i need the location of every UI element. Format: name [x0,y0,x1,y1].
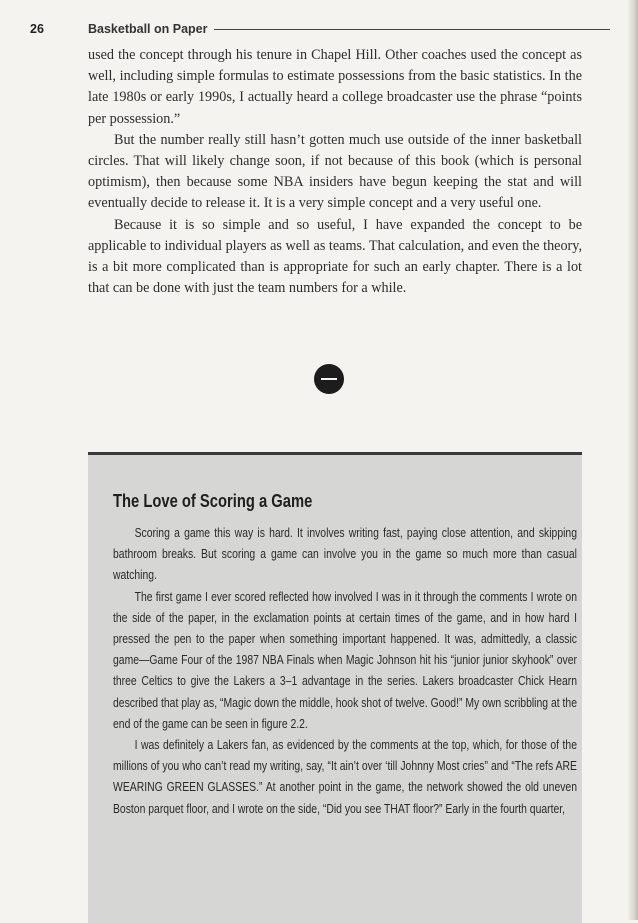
main-text [88,45,582,299]
sidebar-title: The Love of Scoring a Game [113,491,313,511]
page-edge-shadow [628,0,638,920]
running-head [30,21,610,37]
section-break-icon [314,364,344,394]
main-paragraph-1: used the concept through his tenure in Chapel Hill. Other coaches used the concept as well, including simple formulas to estimate possessions from the basic statistics. In the late 1980s or early 1990s, I actually heard a college broadcaster use the phrase “points per possession.” [88,47,582,127]
main-paragraph-3: Because it is so simple and so useful, I have expanded the concept to be applicable to individual players as well as teams. That calculation, and even the theory, is a bit more complicated than is appropriate for such an early chapter. There is a lot that can be done with just the team numbers for a while. [88,216,582,297]
sidebar-paragraph-1: Scoring a game this way is hard. It involves writing fast, paying close attention, and skipping bathroom breaks. But scoring a game can involve you in the game so much more than casual watching. [113,525,577,583]
sidebar-paragraph-3: I was definitely a Lakers fan, as evidenced by the comments at the top, which, for those of the millions of you who can’t read my writing, say, “It ain’t over ‘till Johnny Most cries” and “The refs ARE WEARING GREEN GLASSES.” At another point in the game, the network showed the old uneven Boston parquet floor, and I wrote on the side, “Did you see THAT floor?” Early in the fourth quarter, [113,737,577,816]
header-rule [214,29,611,30]
page-number: 26 [30,22,44,36]
sidebar-box [88,452,582,923]
main-paragraph-2: But the number really still hasn’t gotten much use outside of the inner basketball circles. That will likely change soon, if not because of this book (which is personal optimism), then because some NBA insiders have begun keeping the stat and will eventually decide to release it. It is a very simple concept and a very useful one. [88,131,582,212]
running-title: Basketball on Paper [88,22,208,36]
sidebar-body [113,522,577,819]
sidebar-paragraph-2: The first game I ever scored reflected how involved I was in it through the comments I wrote on the side of the paper, in the exclamation points at certain times of the game, and in how hard I pressed the pen to the paper when something important happened. It was, admittedly, a classic game—Game Four of the 1987 NBA Finals when Magic Johnson hit his “junior junior skyhook” over three Celtics to give the Lakers a 3–1 advantage in the series. Lakers broadcaster Chick Hearn described that play as, “Magic down the middle, hook shot of twelve. Good!” My own scribbling at the end of the game can be seen in figure 2.2. [113,588,577,731]
